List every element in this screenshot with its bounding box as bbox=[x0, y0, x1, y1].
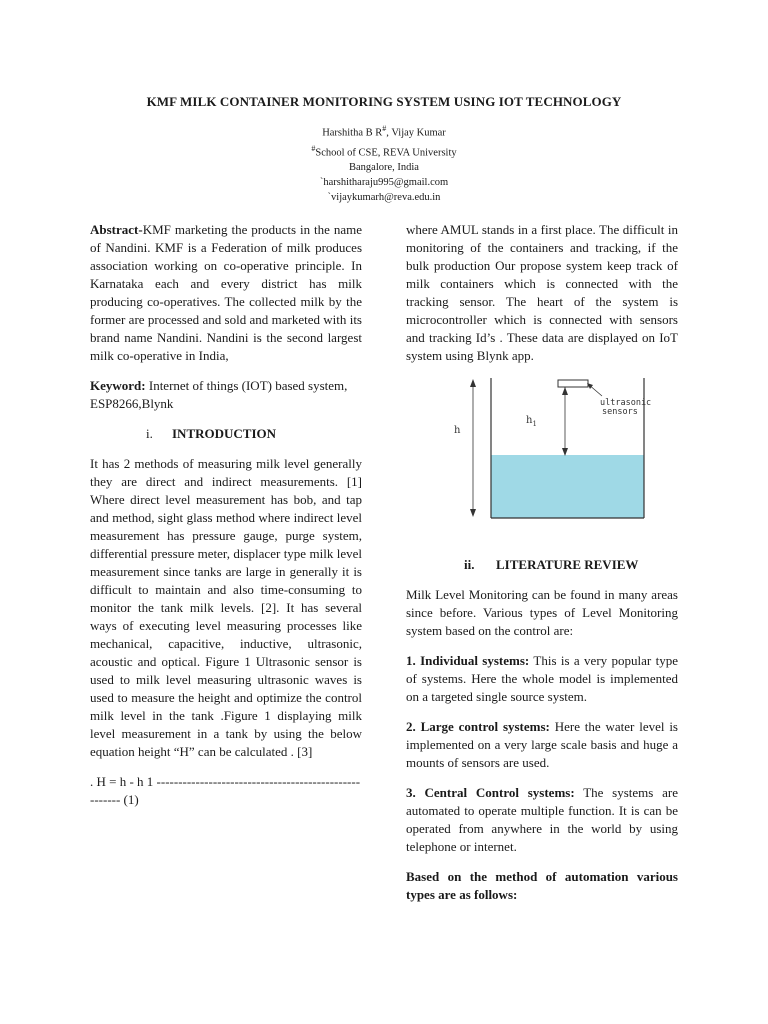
lit-item-1 bbox=[406, 652, 678, 706]
author-block bbox=[0, 121, 768, 205]
right-column-top bbox=[406, 221, 678, 377]
right-column-bottom bbox=[406, 556, 678, 916]
item2-text: Here the water level is implemented on a very large scale basis and huge a mounts of sensors are used. bbox=[406, 719, 678, 770]
email-1: `harshitharaju995@gmail.com bbox=[319, 177, 449, 188]
location: Bangalore, India bbox=[349, 162, 419, 173]
tank-diagram bbox=[440, 373, 680, 528]
item3-text: The systems are automated to operate multiple function. It is can be operated from anywhere in the world by using telephone or internet. bbox=[406, 785, 678, 854]
affiliation-sup: # bbox=[311, 143, 316, 153]
item2-label: 2. Large control systems: bbox=[406, 719, 550, 734]
keyword-text: Internet of things (IOT) based system, ESP8266,Blynk bbox=[90, 378, 348, 411]
lit-heading-text: LITERATURE REVIEW bbox=[496, 557, 639, 572]
item3-label: 3. Central Control systems: bbox=[406, 785, 575, 800]
abstract bbox=[90, 221, 362, 365]
h1-arrow-bottom bbox=[562, 448, 568, 456]
lit-item-3 bbox=[406, 784, 678, 856]
intro-heading bbox=[90, 425, 362, 443]
keywords bbox=[90, 377, 362, 413]
sensor-label-line2: sensors bbox=[602, 407, 638, 417]
h1-arrow-top bbox=[562, 387, 568, 395]
author-name-2: , Vijay Kumar bbox=[386, 127, 446, 139]
intro-paragraph: It has 2 methods of measuring milk level generally they are direct and indirect measurements. [1] Where direct level measurement has bob, and tap and method, sight glass method where indirect level measurement has pressure gauge, purge system, differential pressure meter, displacer type milk level measurement since tanks are large in generally it is difficult to maintain and also time-consuming to monitor the tank milk levels. [2]. It has several ways of executing level measuring processes like mechanical, capacitive, inductive, ultrasonic, acoustic and optical. Figure 1 Ultrasonic sensor is used to milk level measuring ultrasonic waves is used to measure the height and optimize the control milk level in the tank .Figure 1 displaying milk level measurement in a tank by using the below equation height “H” can be calculated . [3] bbox=[90, 456, 362, 759]
left-column bbox=[90, 221, 362, 821]
keyword-label: Keyword: bbox=[90, 378, 146, 393]
paper-title: KMF MILK CONTAINER MONITORING SYSTEM USING IOT TECHNOLOGY bbox=[146, 94, 622, 109]
label-h: h bbox=[454, 425, 461, 436]
item1-label: 1. Individual systems: bbox=[406, 653, 530, 668]
intro-continuation: where AMUL stands in a first place. The difficult in monitoring of the containers and tracking, if the bulk production Our propose system keep track of milk containers which is connected with the tracking sensor. The heart of the system is microcontroller which is connected with sensors and tracking Id’s . These data are displayed on IoT system using Blynk app. bbox=[406, 222, 678, 363]
intro-number: i. bbox=[146, 426, 153, 441]
affiliation-text: School of CSE, REVA University bbox=[315, 147, 457, 158]
item1-text: This is a very popular type of systems. Here the whole model is implemented on a targeted single source system. bbox=[406, 653, 678, 704]
closing-text: Based on the method of automation various types are as follows: bbox=[406, 869, 678, 902]
abstract-label: Abstract- bbox=[90, 222, 143, 237]
h-arrow-top bbox=[470, 379, 476, 387]
lit-number: ii. bbox=[464, 557, 475, 572]
lit-intro: Milk Level Monitoring can be found in many areas since before. Various types of Level Monitoring system based on the control are: bbox=[406, 587, 678, 638]
milk-level-fill bbox=[491, 455, 644, 518]
author-names bbox=[0, 121, 768, 141]
equation: . H = h - h 1 ------------------------------------------------------ (1) bbox=[90, 774, 361, 807]
affiliation bbox=[0, 141, 768, 161]
label-h1: $h_1$ bbox=[526, 415, 537, 428]
h-arrow-bottom bbox=[470, 509, 476, 517]
intro-heading-text: INTRODUCTION bbox=[172, 426, 277, 441]
email-2: `vijaykumarh@reva.edu.in bbox=[327, 192, 441, 203]
author-sup: # bbox=[382, 124, 387, 133]
lit-heading bbox=[406, 556, 678, 574]
ultrasonic-sensor bbox=[558, 380, 588, 387]
sensor-label-line1: ultrasonic bbox=[600, 398, 652, 408]
abstract-text: KMF marketing the products in the name of Nandini. KMF is a Federation of milk produces association working on co-operative principle. In Karnataka each and every district has milk producing co-operatives. The collected milk by the former are processed and sold and marketed with its brand name Nandini. Nandini is the second largest milk co-operative in India, bbox=[90, 222, 362, 363]
author-name-1: Harshitha B R bbox=[322, 127, 383, 139]
lit-item-2 bbox=[406, 718, 678, 772]
closing-line bbox=[406, 868, 678, 904]
